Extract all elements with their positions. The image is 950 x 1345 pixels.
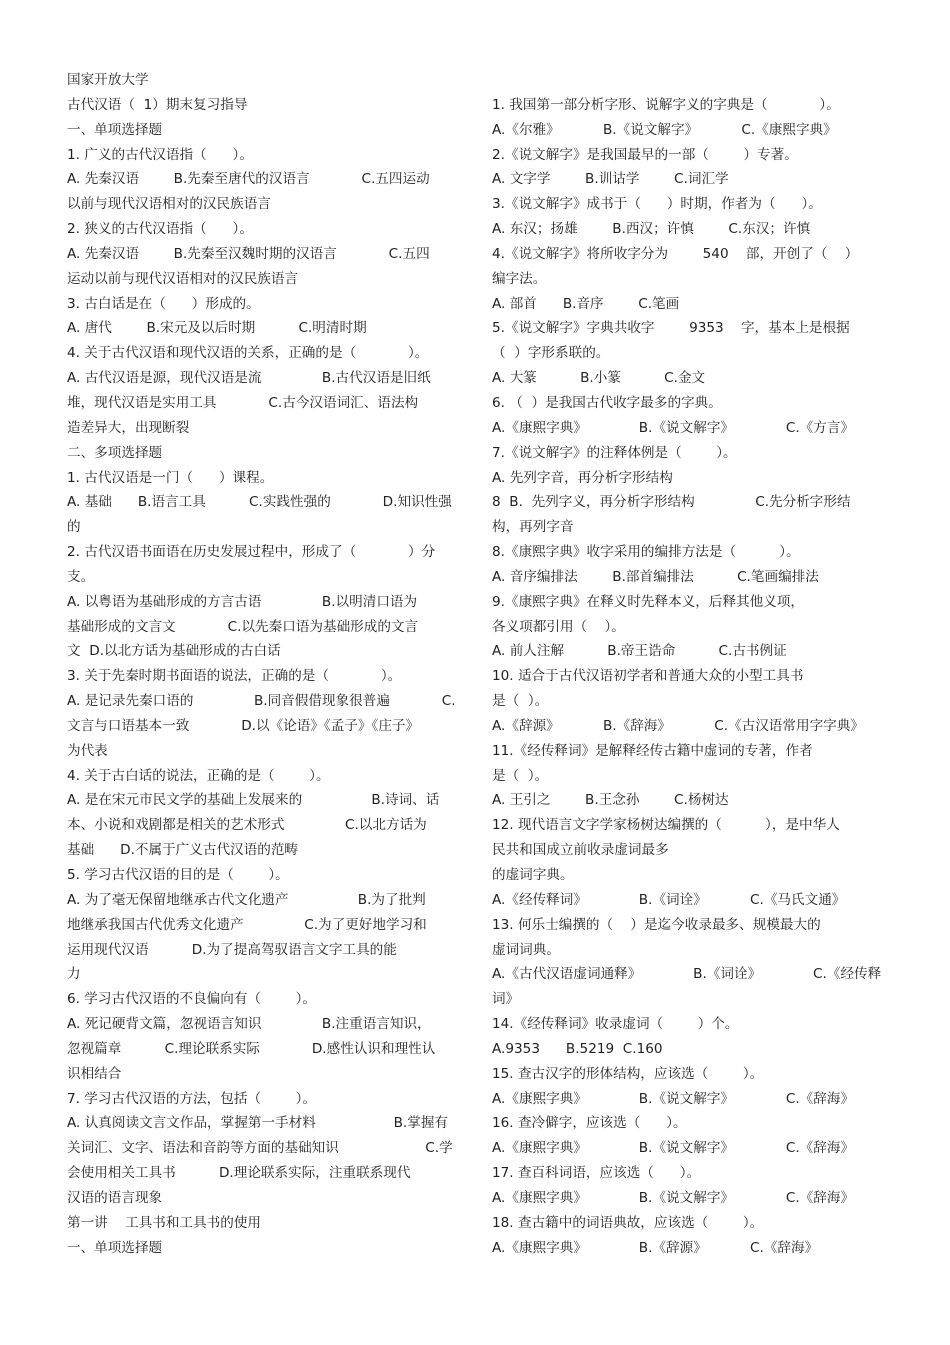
text-line: 虚词词典。	[492, 941, 560, 958]
text-line: 文 D.以北方话为基础形成的古白话	[67, 643, 281, 660]
text-line: A. 东汉；扬雄 B.西汉；许慎 C.东汉；许慎	[492, 221, 811, 238]
text-line: A.《尔雅》 B.《说文解字》 C.《康熙字典》	[492, 121, 837, 138]
text-line: A.9353 B.5219 C.160	[492, 1040, 663, 1057]
text-line: 编字法。	[492, 270, 547, 287]
text-line: 16. 查冷僻字，应该选（ ）。	[492, 1115, 687, 1132]
text-line: 4. 关于古白话的说法，正确的是（ ）。	[67, 767, 330, 784]
text-line: A. 文字学 B.训诂学 C.词汇学	[492, 171, 729, 188]
text-line: 1. 广义的古代汉语指（ ）。	[67, 146, 253, 163]
text-line: A.《辞源》 B.《辞海》 C.《古汉语常用字字典》	[492, 717, 864, 734]
text-line: 13. 何乐士编撰的（ ）是迄今收录最多、规模最大的	[492, 916, 821, 933]
text-line: 1. 我国第一部分析字形、说解字义的字典是（ ）。	[492, 96, 840, 113]
text-line: 的虚词字典。	[492, 867, 574, 883]
text-line: 17. 查百科词语，应该选（ ）。	[492, 1165, 701, 1182]
text-line: A.《康熙字典》 B.《说文解字》 C.《辞海》	[492, 1189, 855, 1206]
text-line: 运动以前与现代汉语相对的汉民族语言	[67, 270, 299, 287]
left-column	[67, 68, 457, 1261]
text-line: 4.《说文解字》将所收字分为 540 部，开创了（ ）	[492, 245, 859, 262]
text-line: A. 前人注解 B.帝王诰命 C.古书例证	[492, 643, 787, 660]
text-line: 1. 古代汉语是一门（ ）课程。	[67, 469, 274, 486]
text-line: 民共和国成立前收录虚词最多	[492, 842, 669, 859]
text-line: A. 先秦汉语 B.先秦至唐代的汉语言 C.五四运动	[67, 171, 430, 188]
text-line: 是（ ）。	[492, 693, 549, 710]
text-line: 是（ ）。	[492, 767, 549, 784]
text-line: 7. 学习古代汉语的方法，包括（ ）。	[67, 1090, 316, 1107]
text-line: A. 音序编排法 B.部首编排法 C.笔画编排法	[492, 568, 819, 585]
text-line: 古代汉语（ 1）期末复习指导	[67, 96, 248, 113]
text-line	[492, 68, 887, 93]
text-line: 为代表	[67, 742, 108, 759]
text-line: A. 是在宋元市民文学的基础上发展来的 B.诗词、话	[67, 792, 440, 809]
text-line: 基础形成的文言文 C.以先秦口语为基础形成的文言	[67, 618, 419, 635]
text-line: 5.《说文解字》字典共收字 9353 字，基本上是根据	[492, 320, 850, 337]
text-line: A.《古代汉语虚词通释》 B.《词诠》 C.《经传释	[492, 966, 882, 983]
text-line: 堆，现代汉语是实用工具 C.古今汉语词汇、语法构	[67, 394, 419, 411]
text-line: A.《经传释词》 B.《词诠》 C.《马氏文通》	[492, 891, 846, 908]
text-line: （ ）字形系联的。	[492, 345, 610, 362]
right-column	[492, 68, 887, 1261]
text-line: 的	[67, 519, 81, 536]
text-line: 基础 D.不属于广义古代汉语的范畴	[67, 842, 299, 859]
text-line: 构，再列字音	[492, 519, 574, 536]
text-line: 15. 查古汉字的形体结构，应该选（ ）。	[492, 1065, 764, 1082]
text-line: 本、小说和戏剧都是相关的艺术形式 C.以北方话为	[67, 817, 427, 834]
text-line: A.《康熙字典》 B.《说文解字》 C.《方言》	[492, 419, 855, 436]
text-line: A. 基础 B.语言工具 C.实践性强的 D.知识性强	[67, 494, 452, 511]
text-line: 8 B. 先列字义，再分析字形结构 C.先分析字形结	[492, 494, 851, 511]
text-line: 关词汇、文字、语法和音韵等方面的基础知识 C.学	[67, 1140, 453, 1157]
text-line: 国家开放大学	[67, 72, 149, 88]
text-line: A. 死记硬背文篇，忽视语言知识 B.注重语言知识，	[67, 1016, 431, 1033]
text-line: 造差异大，出现断裂	[67, 419, 190, 436]
text-line: 汉语的语言现象	[67, 1189, 163, 1206]
text-line: A. 以粤语为基础形成的方言古语 B.以明清口语为	[67, 593, 418, 610]
text-line: A. 先秦汉语 B.先秦至汉魏时期的汉语言 C.五四	[67, 245, 430, 262]
text-line: 6. 学习古代汉语的不良偏向有（ ）。	[67, 991, 316, 1008]
text-line: 9.《康熙字典》在释义时先释本义，后释其他义项，	[492, 593, 805, 610]
text-line: 一、单项选择题	[67, 1239, 163, 1256]
text-line: 5. 学习古代汉语的目的是（ ）。	[67, 867, 289, 883]
text-line: 18. 查古籍中的词语典故，应该选（ ）。	[492, 1214, 764, 1231]
text-line: 14.《经传释词》收录虚词（ ）个。	[492, 1016, 739, 1033]
text-line: 各义项都引用（ ）。	[492, 618, 625, 635]
text-line: A. 认真阅读文言文作品，掌握第一手材料 B.掌握有	[67, 1115, 449, 1132]
text-line: 11.《经传释词》是解释经传古籍中虚词的专著，作者	[492, 742, 813, 759]
text-line: 忽视篇章 C.理论联系实际 D.感性认识和理性认	[67, 1040, 436, 1057]
text-line: 力	[67, 966, 81, 983]
text-line: A. 唐代 B.宋元及以后时期 C.明清时期	[67, 320, 367, 337]
text-line: 词》	[492, 991, 520, 1008]
text-line: A. 大篆 B.小篆 C.金文	[492, 370, 706, 387]
text-line: 二、多项选择题	[67, 444, 163, 461]
text-line: 8.《康熙字典》收字采用的编排方法是（ ）。	[492, 544, 800, 561]
text-line: A. 部首 B.音序 C.笔画	[492, 295, 680, 312]
text-line: 6. （ ）是我国古代收字最多的字典。	[492, 394, 722, 411]
text-line: A. 为了毫无保留地继承古代文化遗产 B.为了批判	[67, 891, 426, 908]
text-line: 2. 狭义的古代汉语指（ ）。	[67, 221, 253, 238]
text-line: 2. 古代汉语书面语在历史发展过程中，形成了（ ）分	[67, 544, 436, 561]
text-line: A.《康熙字典》 B.《辞源》 C.《辞海》	[492, 1239, 819, 1256]
text-line: 3.《说文解字》成书于（ ）时期，作者为（ ）。	[492, 196, 822, 213]
text-line: 地继承我国古代优秀文化遗产 C.为了更好地学习和	[67, 916, 427, 933]
text-line: A. 是记录先秦口语的 B.同音假借现象很普遍 C.	[67, 693, 456, 710]
text-line: 12. 现代语言文字学家杨树达编撰的（ ），是中华人	[492, 817, 840, 834]
text-line: 4. 关于古代汉语和现代汉语的关系，正确的是（ ）。	[67, 345, 429, 362]
text-line: 支。	[67, 568, 95, 585]
text-line: 运用现代汉语 D.为了提高驾驭语言文字工具的能	[67, 941, 397, 958]
text-line: 第一讲 工具书和工具书的使用	[67, 1214, 262, 1231]
text-line: 以前与现代汉语相对的汉民族语言	[67, 196, 271, 213]
text-line: 识相结合	[67, 1065, 122, 1082]
text-line: A.《康熙字典》 B.《说文解字》 C.《辞海》	[492, 1140, 855, 1157]
text-line: 文言与口语基本一致 D.以《论语》《孟子》《庄子》	[67, 717, 420, 734]
text-line: A. 古代汉语是源，现代汉语是流 B.古代汉语是旧纸	[67, 370, 431, 387]
text-line: A. 王引之 B.王念孙 C.杨树达	[492, 792, 729, 809]
text-line: 3. 关于先秦时期书面语的说法，正确的是（ ）。	[67, 668, 402, 685]
text-line: 3. 古白话是在（ ）形成的。	[67, 295, 260, 312]
text-line: 7.《说文解字》的注释体例是（ ）。	[492, 444, 737, 461]
text-line: A. 先列字音，再分析字形结构	[492, 469, 673, 486]
text-line: 会使用相关工具书 D.理论联系实际，注重联系现代	[67, 1165, 411, 1182]
text-line: 10. 适合于古代汉语初学者和普通大众的小型工具书	[492, 668, 804, 685]
text-line: 一、单项选择题	[67, 121, 163, 138]
text-line: A.《康熙字典》 B.《说文解字》 C.《辞海》	[492, 1090, 855, 1107]
text-line: 2.《说文解字》是我国最早的一部（ ）专著。	[492, 146, 798, 163]
